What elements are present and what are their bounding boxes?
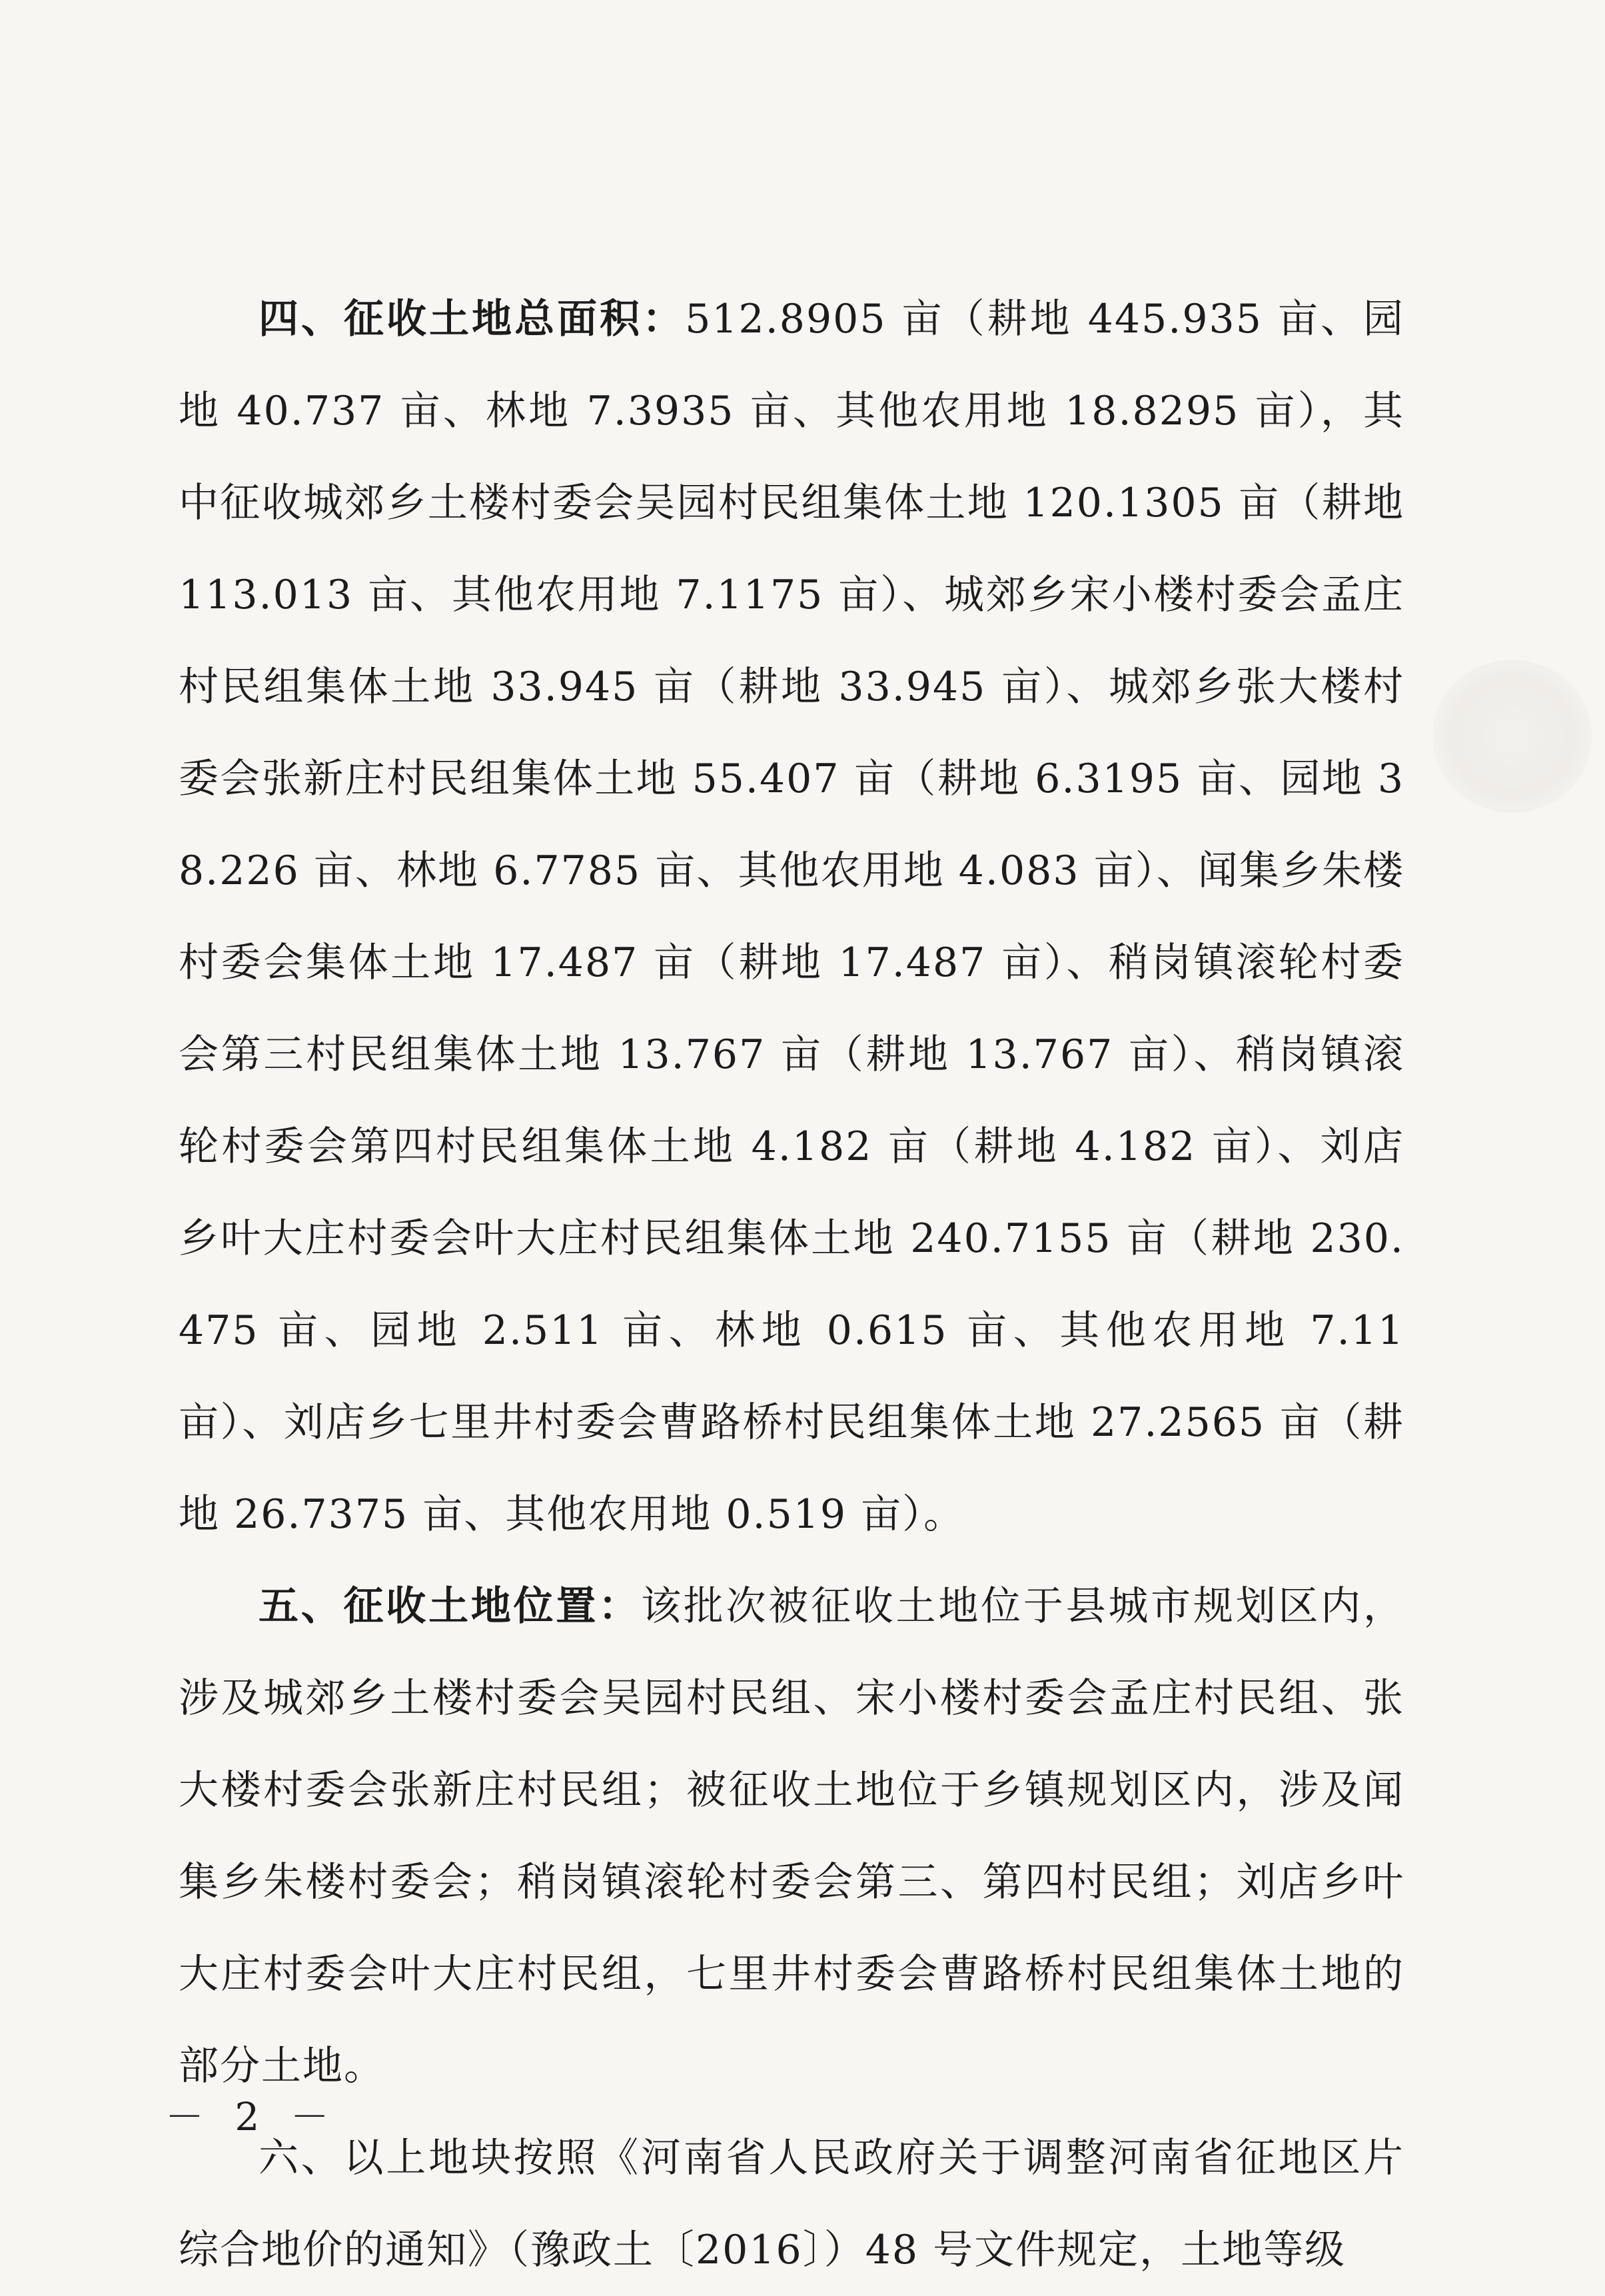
document-body — [179, 273, 1404, 2296]
page-number: － 2 － — [165, 2094, 338, 2139]
paragraph-land-price — [179, 2112, 1404, 2296]
heading-land-location: 五、征收土地位置： — [259, 1583, 641, 1630]
body-total-area: 512.8905 亩（耕地 445.935 亩、园地 40.737 亩、林地 7.3935 亩、其他农用地 18.8295 亩），其中征收城郊乡土楼村委会吴园村民组集体土地 120.1305 亩（耕地 113.013 亩、其他农用地 7.1175 亩）、城郊乡宋小楼村委会孟庄村民组集体土地 33.945 亩（耕地 33.945 亩）、城郊乡张大楼村委会张新庄村民组集体土地 55.407 亩（耕地 6.3195 亩、园地 38.226 亩、林地 6.7785 亩、其他农用地 4.083 亩）、闻集乡朱楼村委会集体土地 17.487 亩（耕地 17.487 亩）、稍岗镇滚轮村委会第三村民组集体土地 13.767 亩（耕地 13.767 亩）、稍岗镇滚轮村委会第四村民组集体土地 4.182 亩（耕地 4.182 亩）、刘店乡叶大庄村委会叶大庄村民组集体土地 240.7155 亩（耕地 230.475 亩、园地 2.511 亩、林地 0.615 亩、其他农用地 7.11 亩）、刘店乡七里井村委会曹路桥村民组集体土地 27.2565 亩（耕地 26.7375 亩、其他农用地 0.519 亩）。 — [179, 296, 1405, 1538]
heading-total-area: 四、征收土地总面积： — [259, 296, 686, 342]
body-land-price: 六、以上地块按照《河南省人民政府关于调整河南省征地区片综合地价的通知》（豫政土〔2016〕）48 号文件规定，土地等级 — [179, 2135, 1404, 2273]
paper-stain — [1432, 660, 1592, 813]
body-land-location: 该批次被征收土地位于县城市规划区内，涉及城郊乡土楼村委会吴园村民组、宋小楼村委会孟庄村民组、张大楼村委会张新庄村民组；被征收土地位于乡镇规划区内，涉及闻集乡朱楼村委会；稍岗镇滚轮村委会第三、第四村民组；刘店乡叶大庄村委会叶大庄村民组，七里井村委会曹路桥村民组集体土地的部分土地。 — [179, 1583, 1405, 2089]
paragraph-total-area — [179, 273, 1404, 1560]
paragraph-land-location — [179, 1560, 1404, 2112]
